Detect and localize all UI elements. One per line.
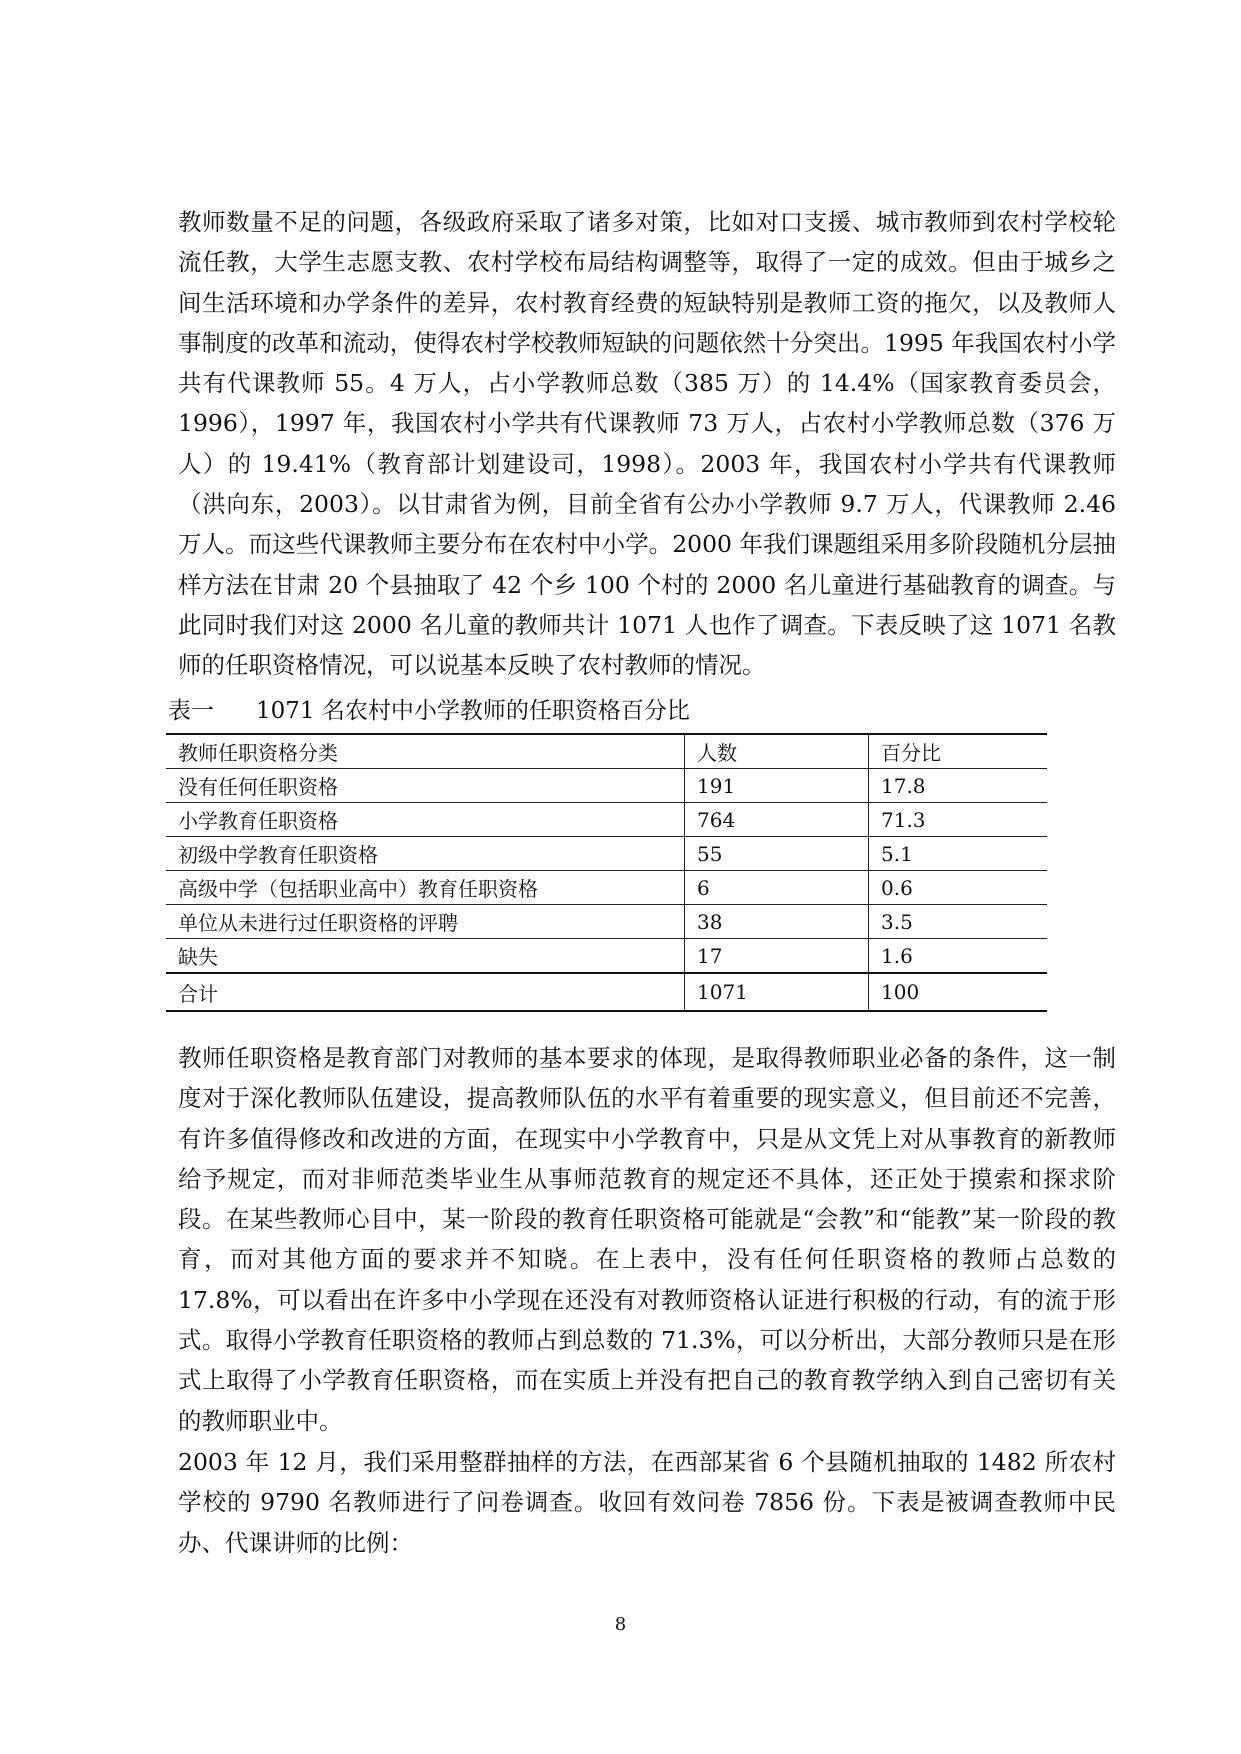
cell-category: 小学教育任职资格 bbox=[166, 803, 685, 837]
table-row bbox=[166, 939, 1047, 974]
cell-category: 单位从未进行过任职资格的评聘 bbox=[166, 905, 685, 939]
header-count: 人数 bbox=[685, 734, 869, 769]
qualification-table bbox=[166, 733, 1047, 1012]
table-caption-label: 表一 bbox=[168, 698, 214, 724]
cell-category: 高级中学（包括职业高中）教育任职资格 bbox=[166, 871, 685, 905]
cell-percent: 1.6 bbox=[869, 939, 1048, 974]
cell-percent: 71.3 bbox=[869, 803, 1048, 837]
table-header-row bbox=[166, 734, 1047, 769]
cell-category: 初级中学教育任职资格 bbox=[166, 837, 685, 871]
body-paragraph-1: 教师数量不足的问题，各级政府采取了诸多对策，比如对口支援、城市教师到农村学校轮流任教，大学生志愿支教、农村学校布局结构调整等，取得了一定的成效。但由于城乡之间生活环境和办学条件的差异，农村教育经费的短缺特别是教师工资的拖欠，以及教师人事制度的改革和流动，使得农村学校教师短缺的问题依然十分突出。1995 年我国农村小学共有代课教师 55。4 万人，占小学教师总数（385 万）的 14.4%（国家教育委员会，1996），1997 年，我国农村小学共有代课教师 73 万人，占农村小学教师总数（376 万人）的 19.41%（教育部计划建设司，1998）。2003 年，我国农村小学共有代课教师（洪向东，2003）。以甘肃省为例，目前全省有公办小学教师 9.7 万人，代课教师 2.46 万人。而这些代课教师主要分布在农村中小学。2000 年我们课题组采用多阶段随机分层抽样方法在甘肃 20 个县抽取了 42 个乡 100 个村的 2000 名儿童进行基础教育的调查。与此同时我们对这 2000 名儿童的教师共计 1071 人也作了调查。下表反映了这 1071 名教师的任职资格情况，可以说基本反映了农村教师的情况。 bbox=[178, 208, 1116, 680]
table-row bbox=[166, 837, 1047, 871]
cell-category: 缺失 bbox=[166, 939, 685, 974]
table-caption bbox=[168, 696, 690, 726]
total-count: 1071 bbox=[685, 973, 869, 1011]
header-category: 教师任职资格分类 bbox=[166, 734, 685, 769]
total-percent: 100 bbox=[869, 973, 1048, 1011]
cell-category: 没有任何任职资格 bbox=[166, 769, 685, 803]
table-row bbox=[166, 803, 1047, 837]
table-total-row bbox=[166, 973, 1047, 1011]
cell-count: 191 bbox=[685, 769, 869, 803]
cell-count: 55 bbox=[685, 837, 869, 871]
cell-percent: 5.1 bbox=[869, 837, 1048, 871]
table-row bbox=[166, 871, 1047, 905]
total-label: 合计 bbox=[166, 973, 685, 1011]
body-paragraph-2: 教师任职资格是教育部门对教师的基本要求的体现，是取得教师职业必备的条件，这一制度对于深化教师队伍建设，提高教师队伍的水平有着重要的现实意义，但目前还不完善，有许多值得修改和改进的方面，在现实中小学教育中，只是从文凭上对从事教育的新教师给予规定，而对非师范类毕业生从事师范教育的规定还不具体，还正处于摸索和探求阶段。在某些教师心目中，某一阶段的教育任职资格可能就是“会教”和“能教”某一阶段的教育，而对其他方面的要求并不知晓。在上表中，没有任何任职资格的教师占总数的 17.8%，可以看出在许多中小学现在还没有对教师资格认证进行积极的行动，有的流于形式。取得小学教育任职资格的教师占到总数的 71.3%，可以分析出，大部分教师只是在形式上取得了小学教育任职资格，而在实质上并没有把自己的教育教学纳入到自己密切有关的教师职业中。 bbox=[178, 1044, 1116, 1435]
cell-count: 38 bbox=[685, 905, 869, 939]
page-number: 8 bbox=[614, 1614, 627, 1635]
cell-percent: 3.5 bbox=[869, 905, 1048, 939]
table-row bbox=[166, 769, 1047, 803]
table-caption-text: 1071 名农村中小学教师的任职资格百分比 bbox=[256, 698, 690, 724]
cell-percent: 0.6 bbox=[869, 871, 1048, 905]
header-percent: 百分比 bbox=[869, 734, 1048, 769]
cell-percent: 17.8 bbox=[869, 769, 1048, 803]
table-row bbox=[166, 905, 1047, 939]
cell-count: 764 bbox=[685, 803, 869, 837]
body-paragraph-3: 2003 年 12 月，我们采用整群抽样的方法，在西部某省 6 个县随机抽取的 1482 所农村学校的 9790 名教师进行了问卷调查。收回有效问卷 7856 份。下表是被调查教师中民办、代课讲师的比例： bbox=[178, 1448, 1116, 1557]
cell-count: 6 bbox=[685, 871, 869, 905]
cell-count: 17 bbox=[685, 939, 869, 974]
